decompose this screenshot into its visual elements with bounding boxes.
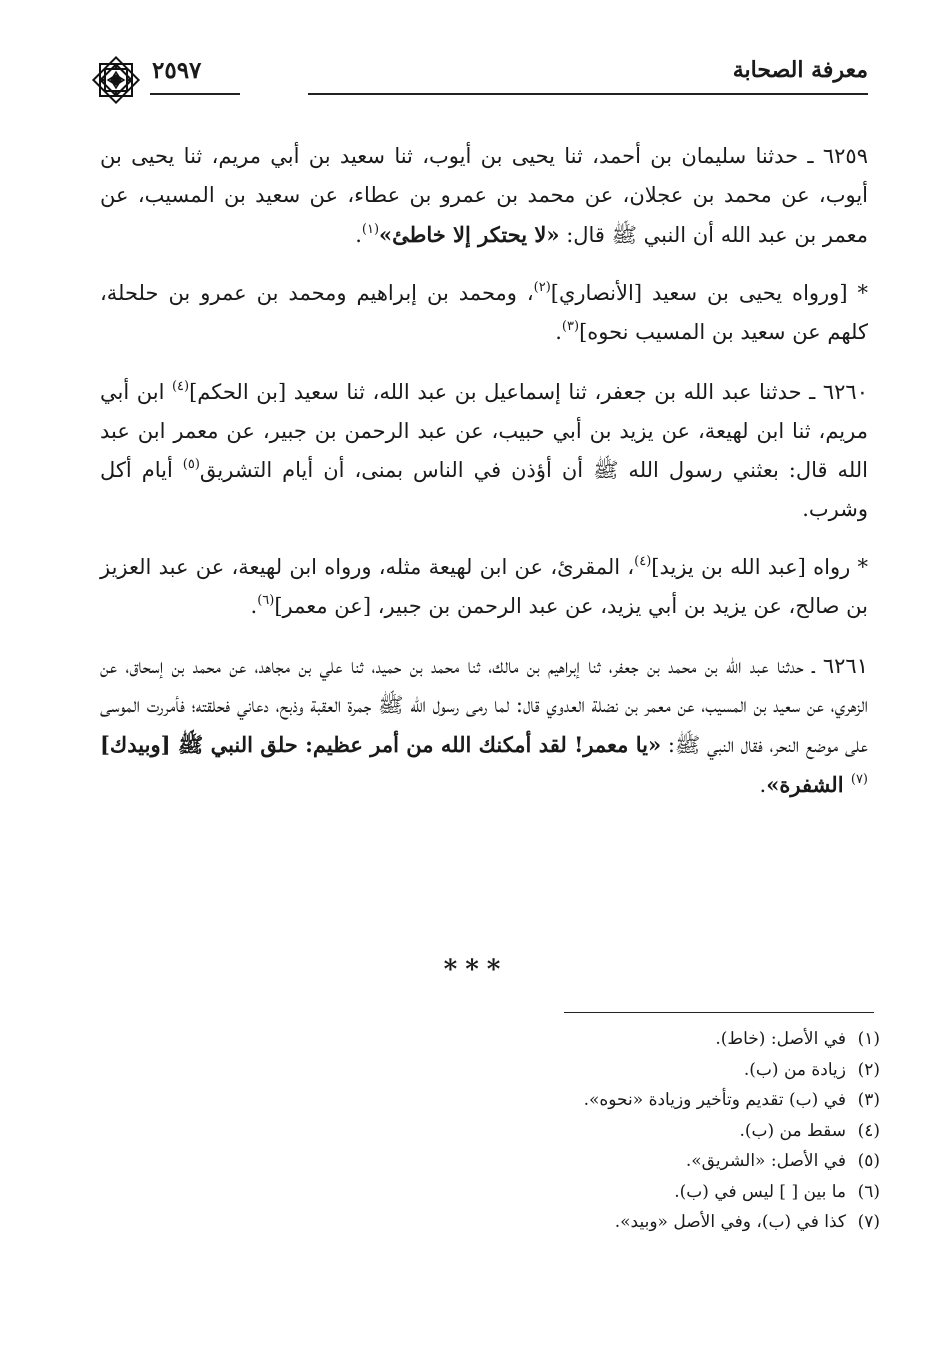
footnote-number: (٧) [857, 1212, 880, 1232]
footnote-ref: (٤) [634, 554, 652, 569]
text-run: . [759, 773, 767, 797]
text-run: أيام أكل وشرب. [100, 458, 868, 521]
footnote-item [180, 1177, 880, 1208]
footnote-ref: (٣) [561, 319, 580, 334]
footnote-number: (٤) [857, 1120, 880, 1141]
footnote-item [180, 1207, 880, 1238]
hadith-paragraph [100, 647, 868, 805]
text-run: ٦٢٦١ ـ حدثنا عبد الله بن محمد بن جعفر، ثنا إبراهيم بن مالك، ثنا محمد بن حميد، ثنا علي بن مجاهد، عن محمد بن إسحاق، عن الزهري، عن سعيد بن المسيب، عن معمر بن نضلة العدوي قال: لما رمى رسول الله ﷺ جمرة العقبة وذبح، دعاني فحلقته؛ فأمررت الموسى على موضع النحر، فقال النبي ﷺ: [100, 654, 868, 757]
text-run: . [555, 320, 562, 344]
text-run: . [355, 223, 362, 247]
footnote-text: في (ب) تقديم وتأخير وزيادة «نحوه». [583, 1090, 846, 1110]
footnote-number: (٥) [857, 1151, 880, 1171]
footnote-number: (١) [857, 1029, 880, 1049]
footnote-ref: (٦) [257, 593, 275, 608]
annotation-paragraph [100, 548, 868, 626]
text-run: ، المقرئ، عن ابن لهيعة مثله، ورواه ابن لهيعة، عن عبد العزيز بن صالح، عن يزيد بن أبي يزيد، عن عبد الرحمن بن جبير، [عن معمر] [100, 555, 868, 618]
footnote-item [180, 1024, 880, 1055]
footnote-item [180, 1146, 880, 1177]
footnote-ref: (٢) [533, 280, 551, 295]
footnote-number: (٣) [857, 1090, 880, 1110]
footnote-text: زيادة من (ب). [743, 1059, 846, 1080]
footnote-item [180, 1116, 880, 1147]
text-run: ٦٢٥٩ ـ حدثنا سليمان بن أحمد، ثنا يحيى بن أيوب، ثنا سعيد بن أبي مريم، ثنا يحيى بن أيوب، عن محمد بن عجلان، عن محمد بن عمرو بن عطاء، عن سعيد بن المسيب، عن معمر بن عبد الله أن النبي ﷺ قال: [100, 144, 868, 247]
footnote-rule [564, 1012, 874, 1013]
header-rule-left [150, 93, 240, 95]
book-title: معرفة الصحابة [732, 57, 868, 83]
hadith-quote: «يا معمر! لقد أمكنك الله من أمر عظيم: حلق النبي ﷺ [وبيدك] [100, 732, 662, 757]
hadith-paragraph [100, 373, 868, 529]
ornament-star-icon [88, 52, 144, 108]
hadith-quote: «لا يحتكر إلا خاطئ» [379, 222, 560, 247]
hadith-paragraph [100, 137, 868, 255]
annotation-paragraph [100, 274, 868, 352]
footnote-number: (٦) [857, 1181, 880, 1202]
page-header [90, 55, 868, 89]
page-number: ٢٥٩٧ [152, 57, 202, 84]
footnote-ref: (٧) [850, 772, 868, 787]
footnote-item [180, 1085, 880, 1116]
text-run: * [ورواه يحيى بن سعيد [الأنصاري] [550, 281, 868, 305]
footnote-item [180, 1055, 880, 1086]
text-run: ، ومحمد بن إبراهيم ومحمد بن عمرو بن حلحلة، كلهم عن سعيد بن المسيب نحوه] [100, 281, 868, 344]
text-run: ٦٢٦٠ ـ حدثنا عبد الله بن جعفر، ثنا إسماعيل بن عبد الله، ثنا سعيد [بن الحكم] [189, 380, 868, 404]
footnotes [180, 1024, 880, 1238]
footnote-text: ما بين [ ] ليس في (ب). [674, 1181, 846, 1202]
footnote-ref: (١) [361, 222, 380, 237]
hadith-quote: الشفرة» [766, 772, 851, 797]
text-run: * رواه [عبد الله بن يزيد] [651, 555, 868, 579]
footnote-text: كذا في (ب)، وفي الأصل «وبيد». [614, 1212, 846, 1232]
header-rule-right [308, 93, 868, 95]
footnote-text: في الأصل: «الشريق». [685, 1151, 846, 1171]
main-text [100, 137, 868, 824]
footnote-number: (٢) [857, 1059, 880, 1080]
text-run: ابن أبي مريم، ثنا ابن لهيعة، عن يزيد بن أبي حبيب، عن عبد الرحمن بن جبير، عن معمر ابن عبد الله قال: بعثني رسول الله ﷺ أن أؤذن في الناس بمنى، أن أيام التشريق [100, 380, 869, 482]
text-run: . [250, 594, 258, 618]
section-separator: *** [443, 955, 509, 985]
footnote-ref: (٤) [171, 379, 190, 394]
footnote-text: سقط من (ب). [739, 1120, 846, 1141]
footnote-ref: (٥) [182, 457, 200, 472]
footnote-text: في الأصل: (خاط). [715, 1029, 846, 1049]
